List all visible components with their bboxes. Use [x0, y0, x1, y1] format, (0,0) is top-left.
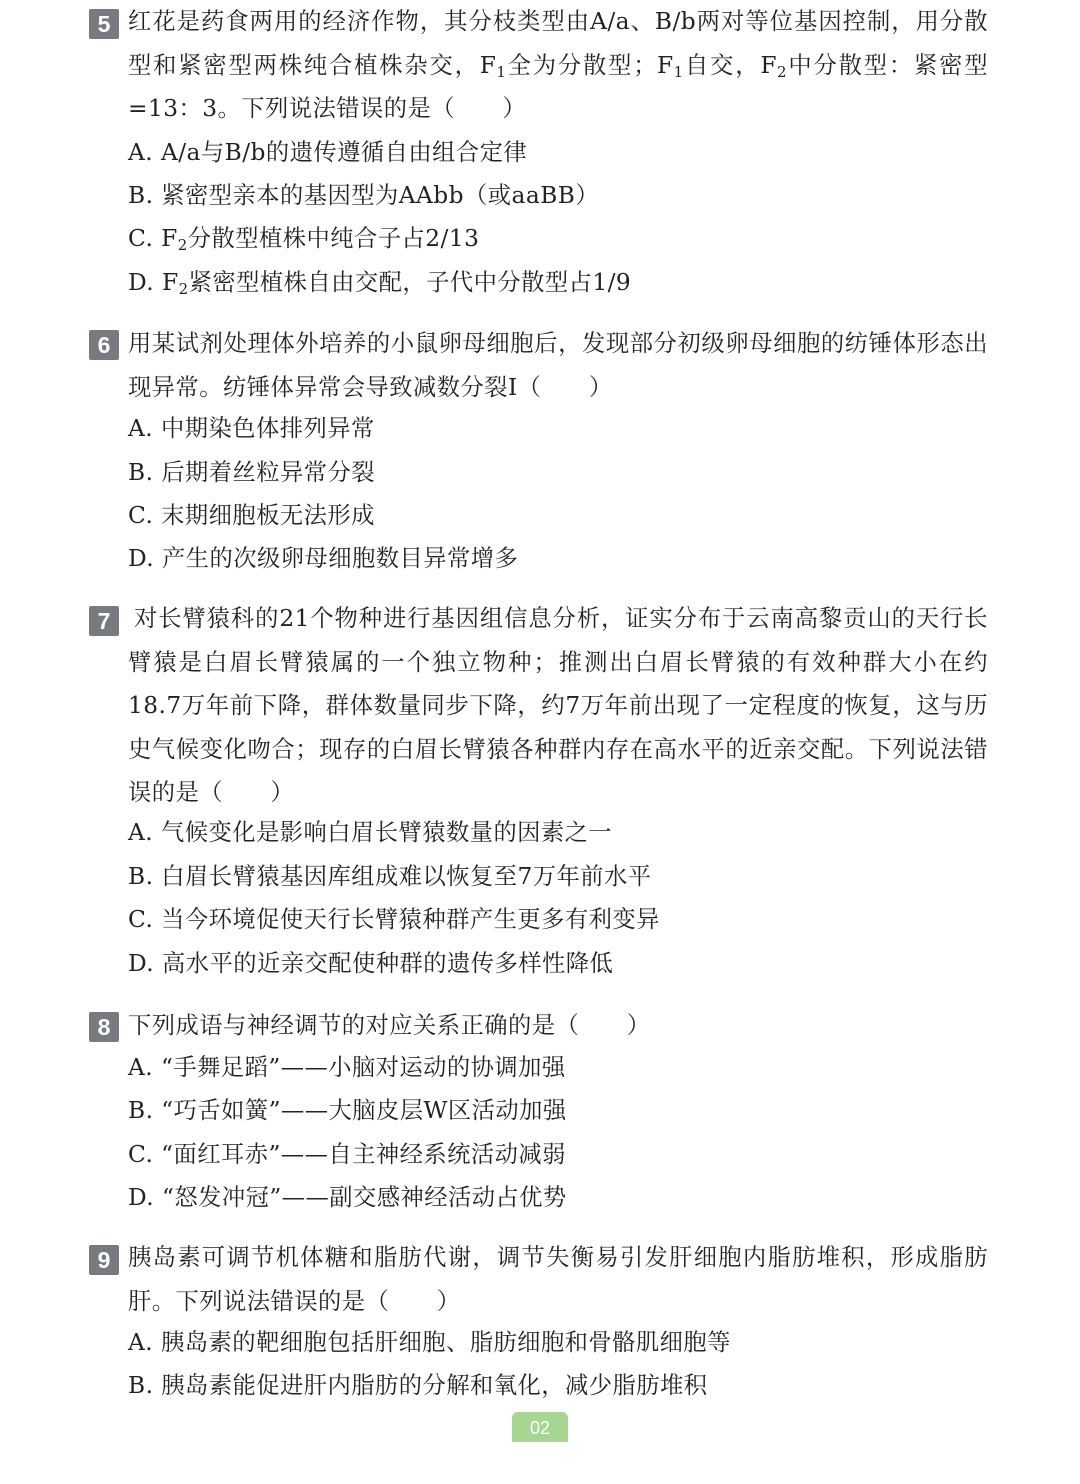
option-a: A. “手舞足蹈”——小脑对运动的协调加强: [128, 1054, 566, 1081]
option-b: B. “巧舌如簧”——大脑皮层W区活动加强: [128, 1097, 567, 1124]
question-stem: 红花是药食两用的经济作物，其分枝类型由A/a、B/b两对等位基因控制，用分散型和紧密型两株纯合植株杂交，$F_1$全为分散型；$F_1$自交，$F_2$中分散型：紧密型=13：3。下列说法错误的是（ ）: [128, 8, 988, 122]
option-c: C. $F_2$分散型植株中纯合子占2/13: [128, 225, 480, 254]
option-c: C. 当今环境促使天行长臂猿种群产生更多有利变异: [128, 906, 660, 933]
answer-blank: [455, 95, 503, 122]
option-b: B. 后期着丝粒异常分裂: [128, 459, 376, 486]
question-stem: 对长臂猿科的21个物种进行基因组信息分析，证实分布于云南高黎贡山的天行长臂猿是白眉长臂猿属的一个独立物种；推测出白眉长臂猿的有效种群大小在约18.7万年前下降，群体数量同步下降，约7万年前出现了一定程度的恢复，这与历史气候变化吻合；现存的白眉长臂猿各种群内存在高水平的近亲交配。下列说法错误的是（ ）: [128, 605, 988, 806]
option-d: D. $F_2$紧密型植株自由交配，子代中分散型占1/9: [128, 269, 632, 298]
option-b: B. 白眉长臂猿基因库组成难以恢复至7万年前水平: [128, 863, 652, 890]
option-a: A. 胰岛素的靶细胞包括肝细胞、脂肪细胞和骨骼肌细胞等: [128, 1329, 731, 1356]
question-stem: 胰岛素可调节机体糖和脂肪代谢，调节失衡易引发肝细胞内脂肪堆积，形成脂肪肝。下列说法错误的是（ ）: [128, 1244, 988, 1315]
answer-blank: [389, 1288, 437, 1315]
option-a: A. 中期染色体排列异常: [128, 415, 375, 442]
option-c: C. 末期细胞板无法形成: [128, 502, 375, 529]
question-number-badge: 7: [89, 606, 119, 636]
question-number-badge: 6: [89, 330, 119, 360]
option-d: D. 产生的次级卵母细胞数目异常增多: [128, 545, 519, 572]
question-stem: 下列成语与神经调节的对应关系正确的是（ ）: [128, 1012, 651, 1039]
option-a: A. 气候变化是影响白眉长臂猿数量的因素之一: [128, 819, 613, 846]
option-a: A. A/a与B/b的遗传遵循自由组合定律: [128, 139, 528, 166]
option-c: C. “面红耳赤”——自主神经系统活动减弱: [128, 1141, 566, 1168]
option-d: D. 高水平的近亲交配使种群的遗传多样性降低: [128, 950, 614, 977]
option-b: B. 紧密型亲本的基因型为AAbb（或aaBB）: [128, 182, 600, 209]
page-number: 02: [512, 1412, 568, 1442]
question-stem: 用某试剂处理体外培养的小鼠卵母细胞后，发现部分初级卵母细胞的纺锤体形态出现异常。纺锤体异常会导致减数分裂Ⅰ（ ）: [128, 330, 988, 401]
question-number-badge: 8: [89, 1012, 119, 1042]
option-b: B. 胰岛素能促进肝内脂肪的分解和氧化，减少脂肪堆积: [128, 1372, 708, 1399]
answer-blank: [223, 779, 271, 806]
answer-blank: [579, 1012, 627, 1039]
option-d: D. “怒发冲冠”——副交感神经活动占优势: [128, 1184, 567, 1211]
answer-blank: [541, 374, 589, 401]
question-number-badge: 5: [89, 9, 119, 39]
question-number-badge: 9: [89, 1245, 119, 1275]
